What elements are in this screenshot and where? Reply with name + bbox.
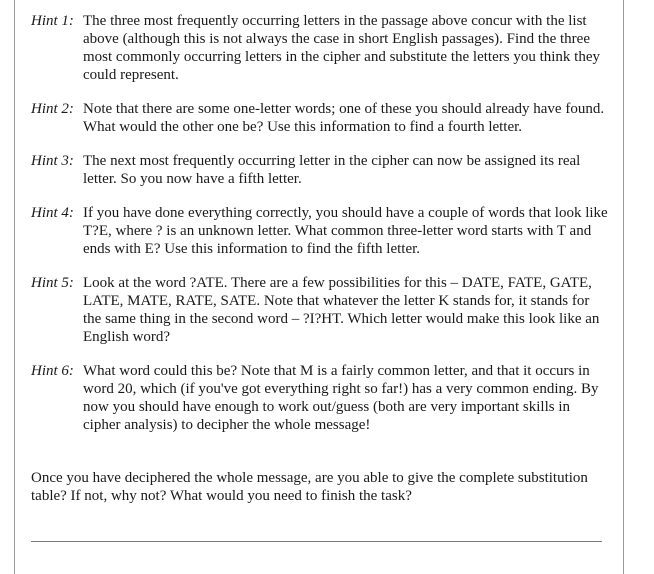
hint-label: Hint 3: <box>31 153 74 169</box>
hint-4 <box>31 204 611 258</box>
hint-2 <box>31 100 611 136</box>
hint-label: Hint 4: <box>31 205 74 221</box>
hint-label: Hint 1: <box>31 13 74 29</box>
hint-label: Hint 2: <box>31 101 74 117</box>
hint-5 <box>31 274 611 346</box>
answer-line <box>31 541 602 542</box>
hint-text: If you have done everything correctly, you should have a couple of words that look like T?E, where ? is an unknown letter. What common three-letter word starts with T and ends with E? Use this information to find the fifth letter. <box>83 205 608 257</box>
hints-list <box>31 12 611 450</box>
hint-1 <box>31 12 611 84</box>
hint-text: What word could this be? Note that M is a fairly common letter, and that it occurs in word 20, which (if you've got everything right so far!) has a very common ending. By now you should have enough to work out/guess (both are very important skills in cipher analysis) to decipher the whole message! <box>83 363 599 433</box>
hint-text: Look at the word ?ATE. There are a few possibilities for this – DATE, FATE, GATE, LATE, MATE, RATE, SATE. Note that whatever the letter K stands for, it stands for the same thing in the second word – ?I?HT. Which letter would make this look like an English word? <box>83 275 600 345</box>
hint-text: Note that there are some one-letter words; one of these you should already have found. What would the other one be? Use this information to find a fourth letter. <box>83 101 605 135</box>
hint-3 <box>31 152 611 188</box>
hint-text: The next most frequently occurring letter in the cipher can now be assigned its real letter. So you now have a fifth letter. <box>83 153 581 187</box>
hint-label: Hint 5: <box>31 275 74 291</box>
hint-6 <box>31 362 611 434</box>
hint-label: Hint 6: <box>31 363 74 379</box>
closing-question: Once you have deciphered the whole message, are you able to give the complete substitution table? If not, why not? What would you need to finish the task? <box>31 470 588 504</box>
hint-text: The three most frequently occurring letters in the passage above concur with the list above (although this is not always the case in short English passages). Find the three most commonly occurring letters in the cipher and substitute the letters you think they could represent. <box>83 13 600 83</box>
